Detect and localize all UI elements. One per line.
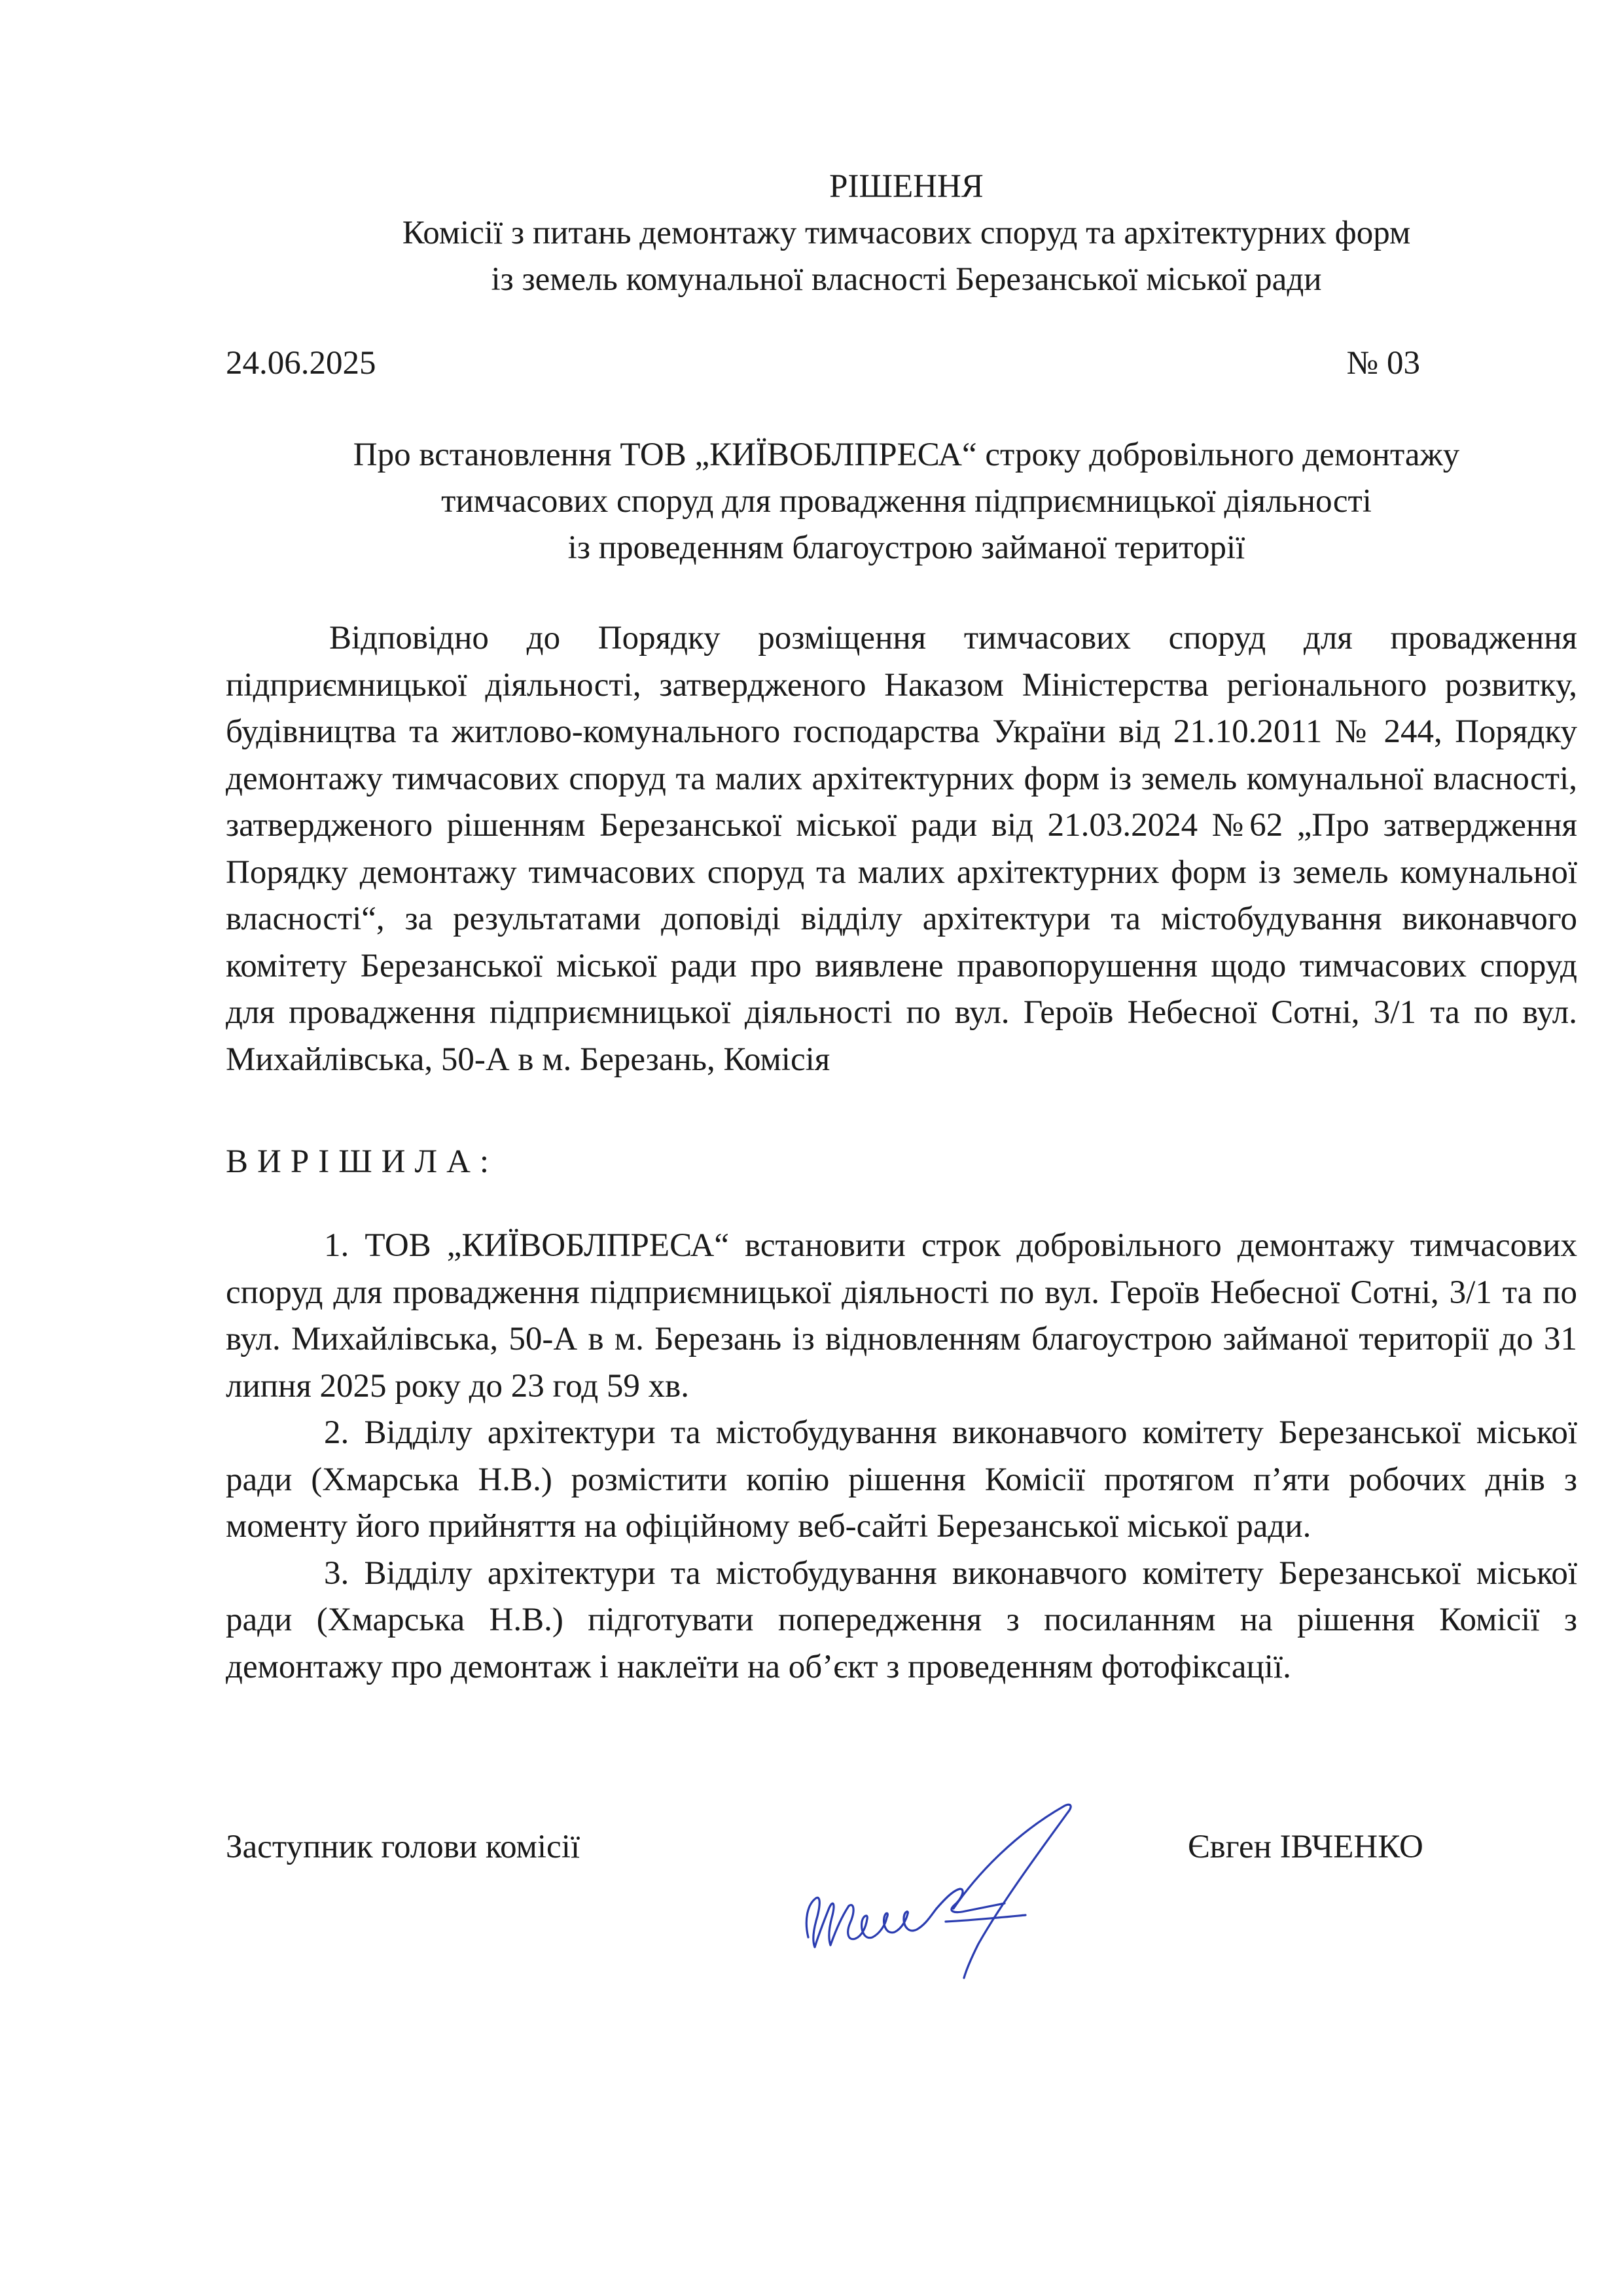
signature-strokes — [806, 1804, 1071, 1978]
issuer-line-1: Комісії з питань демонтажу тимчасових споруд та архітектурних форм — [402, 215, 1411, 251]
signatory-name: Євген ІВЧЕНКО — [1188, 1829, 1423, 1865]
decided-heading: ВИРІШИЛА: — [226, 1143, 499, 1180]
signatory-title: Заступник голови комісії — [226, 1829, 580, 1865]
issuer-line-2: із земель комунальної власності Березанської міської ради — [491, 261, 1322, 298]
decision-item-2: 2. Відділу архітектури та містобудування виконавчого комітету Березанської міської ради (Хмарська Н.В.) розмістити копію рішення Комісії протягом п’яти робочих днів з моменту його прийняття на офіційному веб-сайті Березанської міської ради. — [226, 1414, 1577, 1545]
decision-item-1: 1. ТОВ „КИЇВОБЛПРЕСА“ встановити строк добровільного демонтажу тимчасових споруд для провадження підприємницької діяльності по вул. Героїв Небесної Сотні, 3/1 та по вул. Михайлівська, 50-А в м. Березань із відновленням благоустрою займаної території до 31 липня 2025 року до 23 год 59 хв. — [226, 1227, 1577, 1405]
document-number: № 03 — [1346, 345, 1420, 382]
document-header — [226, 164, 1587, 303]
subject-line-1: Про встановлення ТОВ „КИЇВОБЛПРЕСА“ строку добровільного демонтажу — [353, 437, 1460, 473]
decision-items — [226, 1223, 1577, 1691]
document-subject — [226, 432, 1587, 571]
subject-line-3: із проведенням благоустрою займаної території — [567, 529, 1245, 566]
document-title: РІШЕННЯ — [829, 168, 984, 205]
handwritten-signature — [782, 1793, 1122, 1983]
document-meta — [226, 340, 1420, 387]
preamble-paragraph: Відповідно до Порядку розміщення тимчасових споруд для провадження підприємницької діяльності, затвердженого Наказом Міністерства регіонального розвитку, будівництва та житлово-комунального господарства України від 21.10.2011 № 244, Порядку демонтажу тимчасових споруд та малих архітектурних форм із земель комунальної власності, затвердженого рішенням Березанської міської ради від 21.03.2024 №62 „Про затвердження Порядку демонтажу тимчасових споруд та малих архітектурних форм із земель комунальної власності“, за результатами доповіді відділу архітектури та містобудування виконавчого комітету Березанської міської ради про виявлене правопорушення щодо тимчасових споруд для провадження підприємницької діяльності по вул. Героїв Небесної Сотні, 3/1 та по вул. Михайлівська, 50-А в м. Березань, Комісія — [226, 620, 1577, 1078]
decision-item-3: 3. Відділу архітектури та містобудування виконавчого комітету Березанської міської ради (Хмарська Н.В.) підготувати попередження з посиланням на рішення Комісії з демонтажу про демонтаж і наклеїти на об’єкт з проведенням фотофіксації. — [226, 1554, 1577, 1685]
document-date: 24.06.2025 — [226, 345, 376, 382]
subject-line-2: тимчасових споруд для провадження підприємницької діяльності — [441, 483, 1372, 520]
